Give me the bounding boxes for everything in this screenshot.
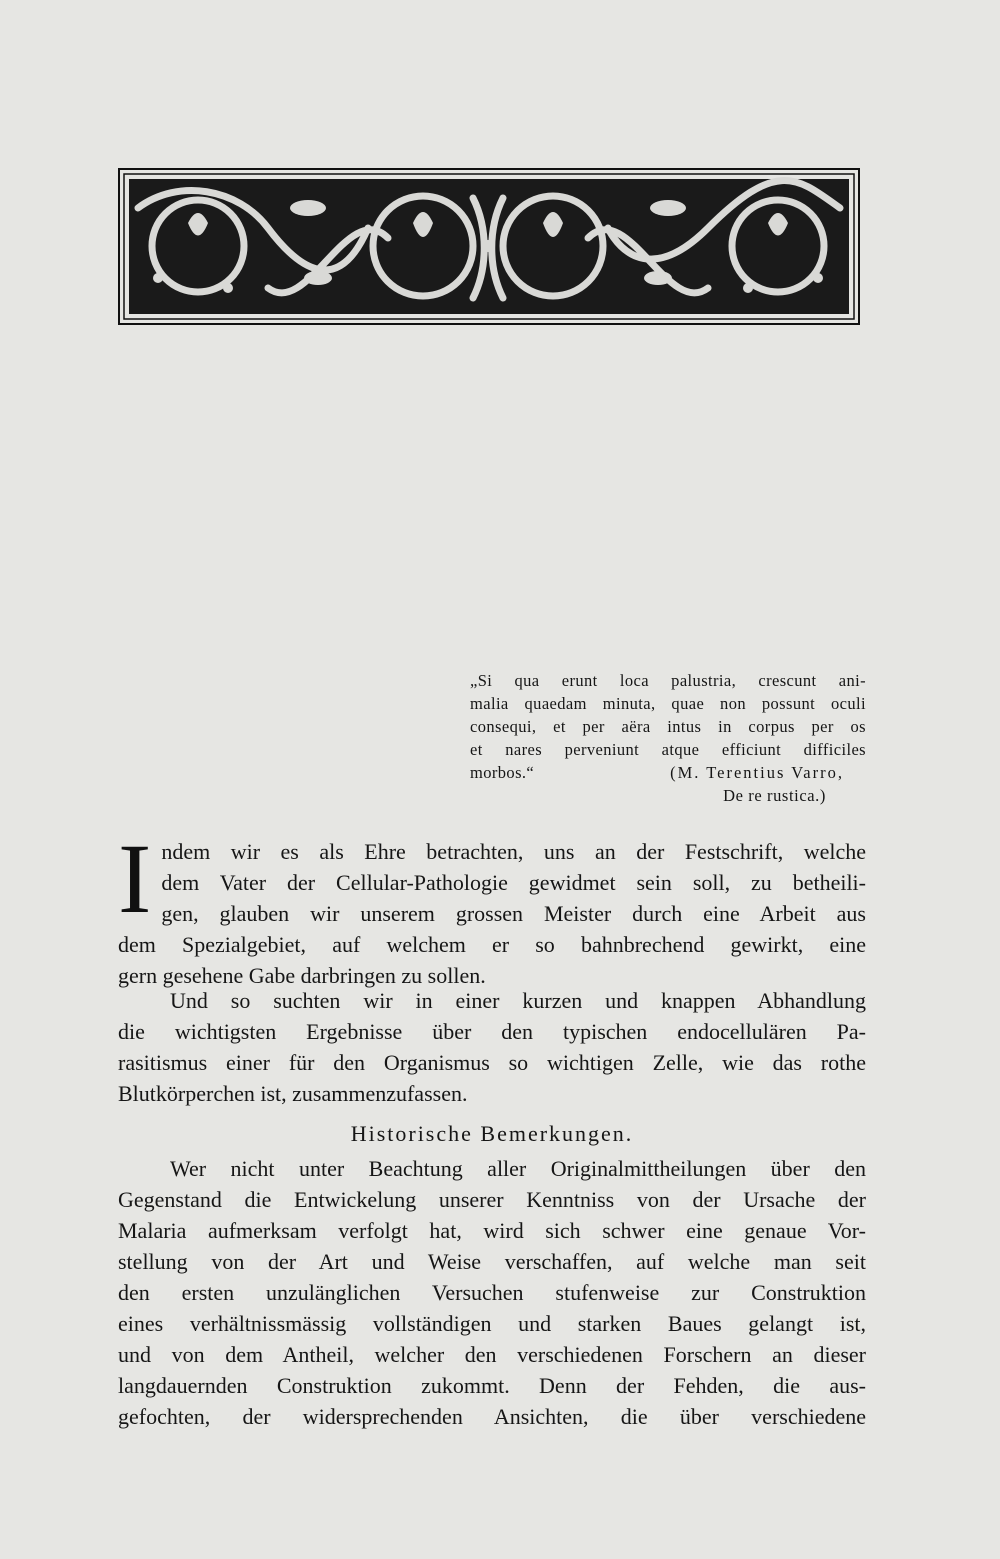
paragraph-line: den ersten unzulänglichen Versuchen stufenweise zur Construktion bbox=[118, 1280, 866, 1305]
paragraph-line: stellung von der Art und Weise verschaffen, auf welche man seit bbox=[118, 1249, 866, 1274]
paragraph-line: dem Vater der Cellular-Pathologie gewidmet sein soll, zu betheili- bbox=[161, 870, 866, 895]
paragraph-line: langdauernden Construktion zukommt. Denn der Fehden, die aus- bbox=[118, 1373, 866, 1398]
paragraph-line: Wer nicht unter Beachtung aller Originalmittheilungen über den bbox=[170, 1156, 866, 1181]
epigraph-line: consequi, et per aëra intus in corpus per os bbox=[470, 717, 866, 736]
epigraph-source: De re rustica.) bbox=[723, 786, 826, 805]
ornamental-header-banner bbox=[118, 168, 860, 325]
epigraph-line: et nares perveniunt atque efficiunt difficiles bbox=[470, 740, 866, 759]
history-paragraph bbox=[118, 1153, 866, 1432]
epigraph-line-end: morbos.“ bbox=[470, 763, 535, 782]
epigraph-line: „Si qua erunt loca palustria, crescunt ani- bbox=[470, 671, 866, 690]
paragraph-line: gefochten, der widersprechenden Ansichten, die über verschiedene bbox=[118, 1404, 866, 1429]
paragraph-line: gern gesehene Gabe darbringen zu sollen. bbox=[118, 963, 486, 988]
paragraph-line: und von dem Antheil, welcher den verschiedenen Forschern an dieser bbox=[118, 1342, 866, 1367]
drop-cap: I bbox=[118, 823, 152, 934]
paragraph-line: ndem wir es als Ehre betrachten, uns an der Festschrift, welche bbox=[161, 839, 866, 864]
epigraph-attribution: (M. Terentius Varro, bbox=[670, 763, 844, 782]
section-heading: Historische Bemerkungen. bbox=[350, 1121, 634, 1146]
paragraph-line: rasitismus einer für den Organismus so wichtigen Zelle, wie das rothe bbox=[118, 1050, 866, 1075]
latin-epigraph bbox=[470, 669, 866, 807]
epigraph-line: malia quaedam minuta, quae non possunt oculi bbox=[470, 694, 866, 713]
intro-paragraph bbox=[118, 823, 866, 991]
paragraph-line: Gegenstand die Entwickelung unserer Kenntniss von der Ursache der bbox=[118, 1187, 866, 1212]
paragraph-line: die wichtigsten Ergebnisse über den typischen endocellulären Pa- bbox=[118, 1019, 866, 1044]
second-paragraph bbox=[118, 985, 866, 1109]
paragraph-line: eines verhältnissmässig vollständigen und starken Baues gelangt ist, bbox=[118, 1311, 866, 1336]
epigraph-last-line bbox=[470, 761, 866, 784]
paragraph-line: Malaria aufmerksam verfolgt hat, wird sich schwer eine genaue Vor- bbox=[118, 1218, 866, 1243]
paragraph-line: Blutkörperchen ist, zusammenzufassen. bbox=[118, 1081, 468, 1106]
paragraph-line: gen, glauben wir unserem grossen Meister durch eine Arbeit aus bbox=[161, 901, 866, 926]
paragraph-line: dem Spezialgebiet, auf welchem er so bahnbrechend gewirkt, eine bbox=[118, 932, 866, 957]
paragraph-line: Und so suchten wir in einer kurzen und knappen Abhandlung bbox=[170, 988, 866, 1013]
